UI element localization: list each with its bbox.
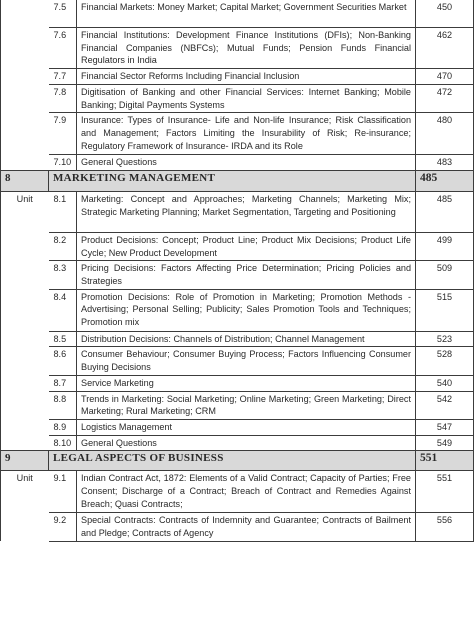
topic-number: 9.1: [49, 471, 77, 513]
page-number: 515: [416, 289, 474, 331]
topic-title: Digitisation of Banking and other Financial Services: Internet Banking; Mobile Banking; Digital Payments Systems: [77, 84, 416, 112]
topic-number: 7.5: [49, 0, 77, 28]
unit-label: [1, 391, 49, 419]
topic-title: General Questions: [77, 435, 416, 451]
section-page-number: 551: [416, 451, 474, 471]
page-number: 556: [416, 513, 474, 541]
page-number: 480: [416, 113, 474, 155]
toc-row: [1, 289, 474, 331]
toc-body: [1, 0, 474, 541]
page-number: 528: [416, 347, 474, 375]
topic-title: Pricing Decisions: Factors Affecting Price Determination; Pricing Policies and Strategies: [77, 261, 416, 289]
page-number: 509: [416, 261, 474, 289]
toc-row: [1, 435, 474, 451]
unit-label: [1, 513, 49, 541]
topic-number: 7.10: [49, 155, 77, 171]
topic-title: Financial Markets: Money Market; Capital Market; Government Securities Market: [77, 0, 416, 28]
toc-row: [1, 261, 474, 289]
page-number: 549: [416, 435, 474, 451]
toc-row: [1, 391, 474, 419]
topic-number: 8.3: [49, 261, 77, 289]
topic-number: 9.2: [49, 513, 77, 541]
topic-number: 8.5: [49, 331, 77, 347]
topic-number: 8.9: [49, 419, 77, 435]
topic-number: 8.4: [49, 289, 77, 331]
topic-title: Insurance: Types of Insurance- Life and Non-life Insurance; Risk Classification and Management; Factors Limiting the Insurability of Risk; Re-insurance; Regulatory Framework of Insurance- IRDA and its Role: [77, 113, 416, 155]
topic-title: Special Contracts: Contracts of Indemnity and Guarantee; Contracts of Bailment and Pledge; Contracts of Agency: [77, 513, 416, 541]
topic-number: 7.9: [49, 113, 77, 155]
toc-row: [1, 513, 474, 541]
unit-label: [1, 347, 49, 375]
topic-title: General Questions: [77, 155, 416, 171]
topic-number: 8.2: [49, 232, 77, 260]
unit-label: Unit: [1, 471, 49, 513]
toc-row: [1, 331, 474, 347]
toc-row: [1, 28, 474, 69]
topic-title: Product Decisions: Concept; Product Line; Product Mix Decisions; Product Life Cycle; New Product Development: [77, 232, 416, 260]
unit-label: [1, 435, 49, 451]
page-number: 523: [416, 331, 474, 347]
unit-label: [1, 289, 49, 331]
section-number: 9: [1, 451, 49, 471]
unit-label: [1, 113, 49, 155]
section-title: LEGAL ASPECTS OF BUSINESS: [49, 451, 416, 471]
topic-number: 7.7: [49, 69, 77, 85]
unit-label: [1, 28, 49, 69]
toc-row: [1, 0, 474, 28]
toc-row: [1, 375, 474, 391]
unit-label: Unit: [1, 191, 49, 232]
section-header-row: [1, 170, 474, 191]
unit-label: [1, 232, 49, 260]
topic-title: Trends in Marketing: Social Marketing; Online Marketing; Green Marketing; Direct Marketing; Rural Marketing; CRM: [77, 391, 416, 419]
unit-label: [1, 69, 49, 85]
toc-row: [1, 347, 474, 375]
topic-number: 7.6: [49, 28, 77, 69]
page-number: 485: [416, 191, 474, 232]
topic-title: Logistics Management: [77, 419, 416, 435]
unit-label: [1, 419, 49, 435]
section-title: MARKETING MANAGEMENT: [49, 170, 416, 191]
page-number: 470: [416, 69, 474, 85]
topic-title: Distribution Decisions: Channels of Distribution; Channel Management: [77, 331, 416, 347]
page-number: 483: [416, 155, 474, 171]
unit-label: [1, 331, 49, 347]
toc-row: [1, 471, 474, 513]
page-number: 540: [416, 375, 474, 391]
unit-label: [1, 261, 49, 289]
topic-title: Financial Institutions: Development Finance Institutions (DFIs); Non-Banking Financial Companies (NBFCs); Mutual Funds; Pension Funds Financial Regulators in India: [77, 28, 416, 69]
topic-number: 8.1: [49, 191, 77, 232]
unit-label: [1, 155, 49, 171]
topic-number: 7.8: [49, 84, 77, 112]
page-number: 547: [416, 419, 474, 435]
toc-row: [1, 84, 474, 112]
page-number: 551: [416, 471, 474, 513]
topic-number: 8.10: [49, 435, 77, 451]
page-number: 472: [416, 84, 474, 112]
page-number: 462: [416, 28, 474, 69]
topic-title: Promotion Decisions: Role of Promotion in Marketing; Promotion Methods - Advertising; Personal Selling; Publicity; Sales Promotion Tools and Techniques; Promotion mix: [77, 289, 416, 331]
topic-number: 8.8: [49, 391, 77, 419]
section-number: 8: [1, 170, 49, 191]
toc-row: [1, 113, 474, 155]
topic-number: 8.6: [49, 347, 77, 375]
toc-row: [1, 155, 474, 171]
section-header-row: [1, 451, 474, 471]
topic-title: Indian Contract Act, 1872: Elements of a Valid Contract; Capacity of Parties; Free Consent; Discharge of a Contract; Breach of Contract and Remedies Against Breach; Quasi Contracts;: [77, 471, 416, 513]
toc-row: [1, 69, 474, 85]
topic-title: Financial Sector Reforms Including Financial Inclusion: [77, 69, 416, 85]
unit-label: [1, 0, 49, 28]
topic-title: Service Marketing: [77, 375, 416, 391]
unit-label: [1, 84, 49, 112]
page-number: 450: [416, 0, 474, 28]
unit-label: [1, 375, 49, 391]
toc-row: [1, 419, 474, 435]
topic-number: 8.7: [49, 375, 77, 391]
page-number: 542: [416, 391, 474, 419]
page-number: 499: [416, 232, 474, 260]
topic-title: Marketing: Concept and Approaches; Marketing Channels; Marketing Mix; Strategic Marketing Planning; Market Segmentation, Targeting and Positioning: [77, 191, 416, 232]
section-page-number: 485: [416, 170, 474, 191]
toc-row: [1, 191, 474, 232]
topic-title: Consumer Behaviour; Consumer Buying Process; Factors Influencing Consumer Buying Decisions: [77, 347, 416, 375]
toc-row: [1, 232, 474, 260]
